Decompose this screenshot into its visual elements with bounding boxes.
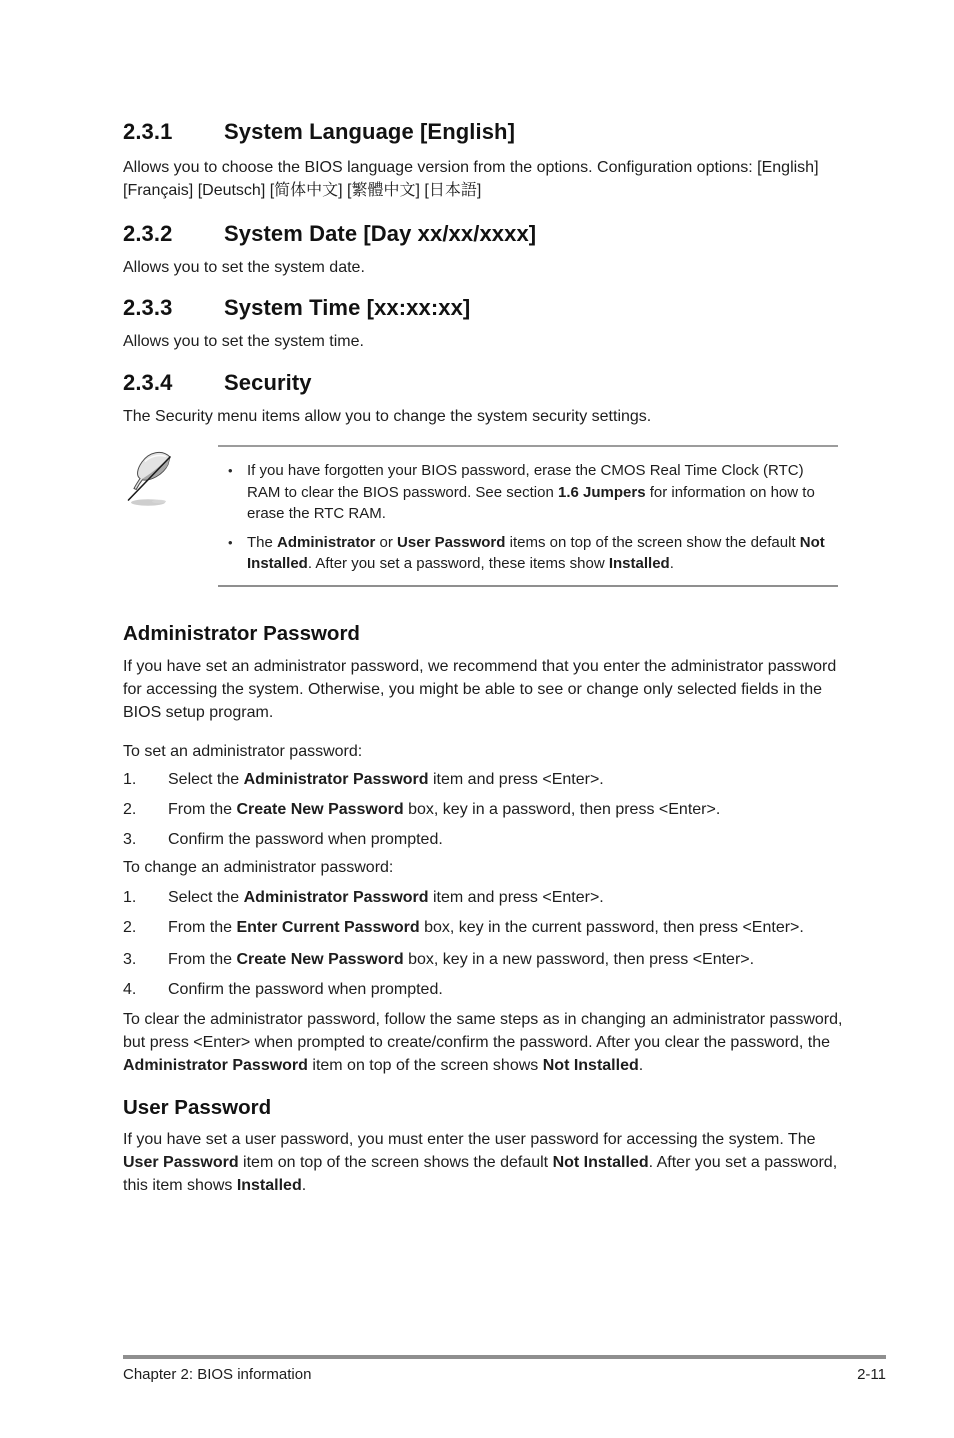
- set-step: [123, 798, 845, 821]
- note-icon-column: [123, 445, 218, 587]
- step-text: Confirm the password when prompted.: [168, 830, 443, 848]
- section-number: 2.3.3: [123, 295, 173, 320]
- change-step: [123, 886, 845, 909]
- bullet-marker: •: [228, 534, 233, 550]
- step-text: Select the Administrator Password item and press <Enter>.: [168, 770, 604, 788]
- footer-chapter-label: Chapter 2: BIOS information: [123, 1366, 312, 1383]
- note-bullet-item: [218, 460, 838, 525]
- change-step: [123, 978, 845, 1001]
- step-number: 2.: [123, 918, 137, 936]
- section-heading-231: [123, 120, 845, 144]
- step-number: 3.: [123, 830, 137, 848]
- section-body-233: Allows you to set the system time.: [123, 333, 364, 350]
- set-step: [123, 828, 845, 851]
- section-title: System Date [Day xx/xx/xxxx]: [224, 221, 537, 246]
- step-text: From the Enter Current Password box, key in the current password, then press <Enter>.: [168, 918, 804, 936]
- footer-page-number: 2-11: [857, 1366, 886, 1383]
- step-text: From the Create New Password box, key in a password, then press <Enter>.: [168, 800, 721, 818]
- section-title: Security: [224, 370, 312, 395]
- note-callout: [123, 445, 845, 587]
- section-body-232: Allows you to set the system date.: [123, 259, 365, 276]
- section-number: 2.3.4: [123, 370, 173, 395]
- section-body-234: The Security menu items allow you to change the system security settings.: [123, 408, 652, 425]
- step-text: From the Create New Password box, key in a new password, then press <Enter>.: [168, 950, 755, 968]
- change-step: [123, 916, 845, 939]
- note-bullet-text: If you have forgotten your BIOS password, erase the CMOS Real Time Clock (RTC) RAM to clear the BIOS password. See section 1.6 Jumpers for information on how to erase the RTC RAM.: [247, 462, 815, 522]
- step-number: 3.: [123, 950, 137, 968]
- page-footer: [123, 1355, 886, 1384]
- step-text: Select the Administrator Password item and press <Enter>.: [168, 888, 604, 906]
- section-number: 2.3.2: [123, 221, 173, 246]
- note-body: [218, 445, 838, 587]
- section-title: System Time [xx:xx:xx]: [224, 295, 471, 320]
- change-password-label: To change an administrator password:: [123, 858, 394, 876]
- set-password-label: To set an administrator password:: [123, 742, 363, 760]
- section-heading-233: [123, 296, 845, 320]
- section-title: System Language [English]: [224, 119, 515, 144]
- bullet-marker: •: [228, 463, 233, 478]
- step-number: 1.: [123, 888, 137, 906]
- section-body-231: Allows you to choose the BIOS language version from the options. Configuration options: [English] [Français] [Deutsch] [简体中文] [繁體中文] [日本語]: [123, 159, 819, 199]
- step-text: Confirm the password when prompted.: [168, 980, 443, 998]
- admin-intro-paragraph: If you have set an administrator password, we recommend that you enter the administrator password for accessing the system. Otherwise, you might be able to see or change only selected fields in the BIOS setup program.: [123, 657, 837, 721]
- section-heading-232: [123, 222, 845, 246]
- user-password-heading: User Password: [123, 1095, 272, 1119]
- section-heading-234: [123, 371, 845, 395]
- admin-password-heading: Administrator Password: [123, 621, 360, 645]
- step-number: 4.: [123, 980, 137, 998]
- note-bullet-text: The Administrator or User Password items on top of the screen show the default Not Installed. After you set a password, these items show Installed.: [247, 533, 825, 572]
- step-number: 1.: [123, 770, 137, 788]
- section-number: 2.3.1: [123, 119, 173, 144]
- user-password-paragraph: If you have set a user password, you must enter the user password for accessing the system. The User Password item on top of the screen shows the default Not Installed. After you set a password, this item shows Installed.: [123, 1130, 838, 1194]
- step-number: 2.: [123, 800, 137, 818]
- quill-pen-icon: [123, 497, 181, 514]
- change-step: [123, 948, 845, 971]
- footer-rule: [123, 1355, 886, 1359]
- set-step: [123, 768, 845, 791]
- note-bullet-item: [218, 532, 838, 575]
- clear-password-paragraph: To clear the administrator password, follow the same steps as in changing an administrator password, but press <Enter> when prompted to create/confirm the password. After you clear the password, the Administrator Password item on top of the screen shows Not Installed.: [123, 1010, 843, 1074]
